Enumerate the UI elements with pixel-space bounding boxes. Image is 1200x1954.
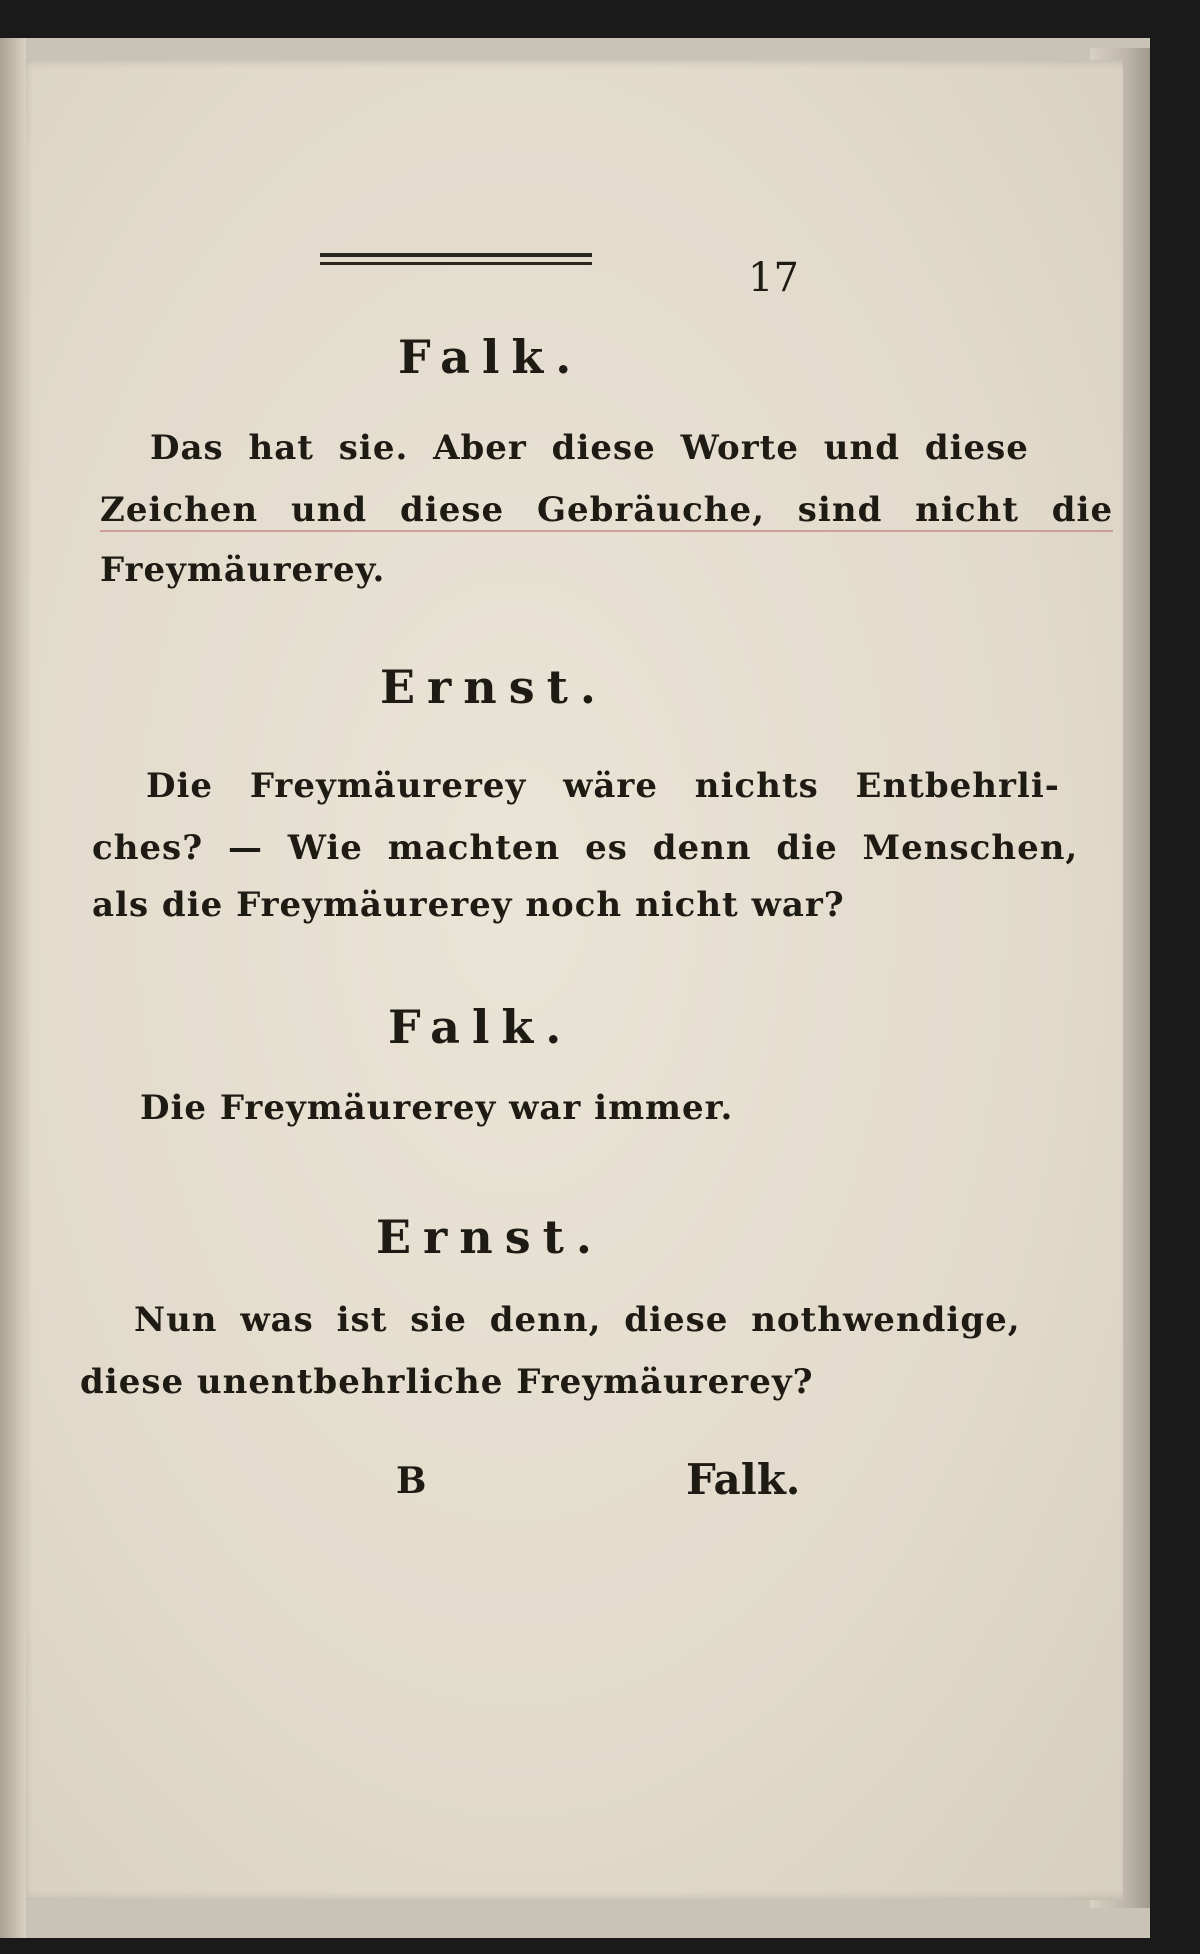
text-line: Die Freymäurerey war immer. bbox=[140, 1088, 734, 1128]
speaker-heading-ernst: Ernst. bbox=[376, 1210, 604, 1264]
text-line: Nun was ist sie denn, diese nothwendige, bbox=[134, 1300, 1021, 1340]
text-line: Zeichen und diese Gebräuche, sind nicht die bbox=[100, 490, 1114, 530]
text-line: Freymäurerey. bbox=[100, 550, 386, 590]
page-number: 17 bbox=[748, 255, 799, 301]
book-gutter bbox=[0, 38, 26, 1938]
text-line: Die Freymäurerey wäre nichts Entbehrli- bbox=[146, 766, 1060, 806]
speaker-heading-falk: Falk. bbox=[388, 1000, 574, 1054]
text-line: ches? — Wie machten es denn die Menschen, bbox=[92, 828, 1079, 868]
header-rule bbox=[320, 253, 592, 265]
text-line: diese unentbehrliche Freymäurerey? bbox=[80, 1362, 814, 1402]
signature-mark: B bbox=[396, 1460, 427, 1502]
speaker-heading-ernst: Ernst. bbox=[380, 660, 608, 714]
catchword: Falk. bbox=[686, 1455, 801, 1504]
text-line: Das hat sie. Aber diese Worte und diese bbox=[150, 428, 1029, 468]
text-line: als die Freymäurerey noch nicht war? bbox=[92, 885, 845, 925]
speaker-heading-falk: Falk. bbox=[398, 330, 584, 384]
